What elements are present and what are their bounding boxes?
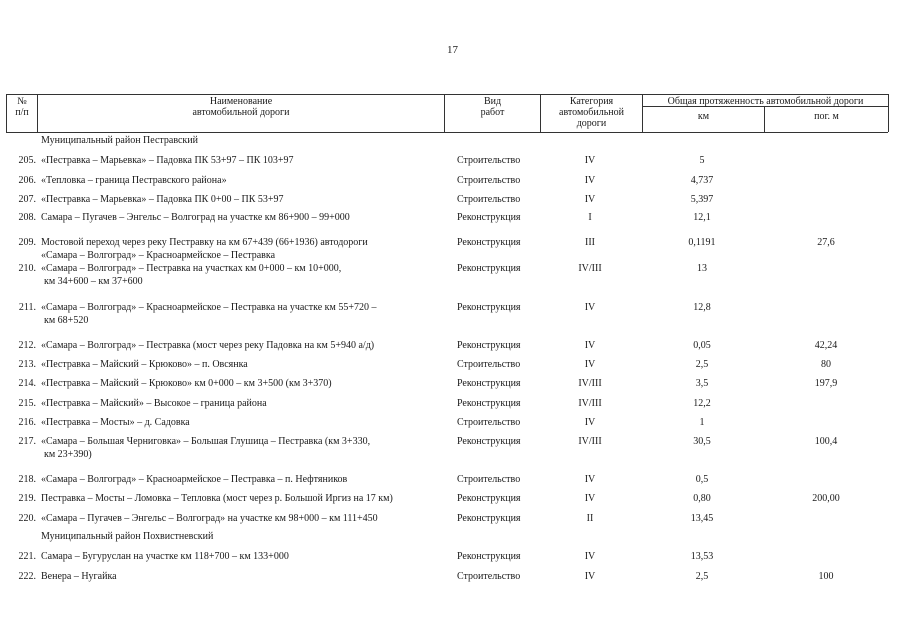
row-number: 207. <box>18 194 36 205</box>
row-work-type: Реконструкция <box>457 513 521 524</box>
row-category: IV <box>584 571 596 582</box>
row-road-name-cont: км 68+520 <box>44 315 89 326</box>
header-cat-line2: автомобильной <box>559 107 624 118</box>
row-number: 221. <box>18 551 36 562</box>
row-road-name: «Пестравка – Майский – Крюково» – п. Овсянка <box>41 359 248 370</box>
row-length-km: 3,5 <box>695 378 709 389</box>
row-road-name: «Пестравка – Майский – Крюково» км 0+000 – км 3+500 (км 3+370) <box>41 378 332 389</box>
row-category: IV <box>584 493 596 504</box>
row-category: IV <box>584 175 596 186</box>
header-cat-line3: дороги <box>576 118 607 129</box>
row-length-m: 200,00 <box>812 493 840 504</box>
row-work-type: Реконструкция <box>457 436 521 447</box>
header-col-length: Общая протяженность автомобильной дороги <box>667 96 864 107</box>
row-category: IV <box>584 194 596 205</box>
row-category: IV <box>584 474 596 485</box>
row-road-name: «Пестравка – Марьевка» – Падовка ПК 0+00 – ПК 53+97 <box>41 194 284 205</box>
row-road-name: «Тепловка – граница Пестравского района» <box>41 175 227 186</box>
row-length-km: 0,1191 <box>688 237 716 248</box>
row-length-km: 12,1 <box>693 212 711 223</box>
row-work-type: Реконструкция <box>457 302 521 313</box>
header-work-line1: Вид <box>483 96 502 107</box>
row-category: IV <box>584 302 596 313</box>
header-cat-line1: Категория <box>569 96 614 107</box>
row-length-km: 30,5 <box>693 436 711 447</box>
row-number: 205. <box>18 155 36 166</box>
row-work-type: Реконструкция <box>457 551 521 562</box>
row-category: IV/III <box>578 398 602 409</box>
row-work-type: Строительство <box>457 194 521 205</box>
row-number: 206. <box>18 175 36 186</box>
row-length-km: 13,45 <box>690 513 714 524</box>
row-length-km: 2,5 <box>695 359 709 370</box>
row-length-km: 12,2 <box>693 398 711 409</box>
row-category: IV/III <box>578 378 602 389</box>
row-category: IV <box>584 551 596 562</box>
row-work-type: Строительство <box>457 417 521 428</box>
row-length-km: 12,8 <box>693 302 711 313</box>
header-name-line2: автомобильной дороги <box>192 107 290 118</box>
header-divider-right <box>888 94 889 132</box>
row-length-km: 13 <box>697 263 707 274</box>
row-number: 216. <box>18 417 36 428</box>
row-number: 212. <box>18 340 36 351</box>
row-length-km: 13,53 <box>690 551 714 562</box>
row-road-name-cont: км 23+390) <box>44 449 92 460</box>
row-length-km: 5,397 <box>690 194 714 205</box>
row-category: III <box>585 237 595 248</box>
row-road-name: Самара – Пугачев – Энгельс – Волгоград на участке км 86+900 – 99+000 <box>41 212 350 223</box>
row-length-km: 0,05 <box>693 340 711 351</box>
row-length-km: 5 <box>699 155 705 166</box>
row-road-name-cont: «Самара – Волгоград» – Красноармейское – Пестравка <box>41 250 276 261</box>
row-category: IV <box>584 417 596 428</box>
row-road-name: «Самара – Волгоград» – Красноармейское – Пестравка на участке км 55+720 – <box>41 302 377 313</box>
row-road-name: «Самара – Большая Черниговка» – Большая Глушица – Пестравка (км 3+330, <box>41 436 371 447</box>
header-col-num <box>7 96 37 118</box>
row-road-name: «Самара – Волгоград» – Красноармейское – Пестравка – п. Нефтяников <box>41 474 348 485</box>
row-road-name: Самара – Бугуруслан на участке км 118+700 – км 133+000 <box>41 551 289 562</box>
row-length-km: 4,737 <box>690 175 714 186</box>
row-number: 219. <box>18 493 36 504</box>
row-road-name-cont: км 34+600 – км 37+600 <box>44 276 143 287</box>
row-number: 208. <box>18 212 36 223</box>
row-road-name: «Пестравка – Майский» – Высокое – граница района <box>41 398 267 409</box>
header-col-km: км <box>697 111 710 122</box>
row-number: 214. <box>18 378 36 389</box>
row-road-name: Пестравка – Мосты – Ломовка – Тепловка (мост через р. Большой Иргиз на 17 км) <box>41 493 393 504</box>
row-length-m: 197,9 <box>814 378 838 389</box>
row-work-type: Реконструкция <box>457 212 521 223</box>
row-work-type: Реконструкция <box>457 398 521 409</box>
row-category: IV <box>584 155 596 166</box>
row-work-type: Реконструкция <box>457 340 521 351</box>
row-category: IV <box>584 340 596 351</box>
row-length-km: 1 <box>699 417 705 428</box>
row-number: 215. <box>18 398 36 409</box>
header-col-category <box>541 96 642 129</box>
page-number: 17 <box>447 44 458 56</box>
row-road-name: «Пестравка – Мосты» – д. Садовка <box>41 417 190 428</box>
row-length-m: 27,6 <box>817 237 835 248</box>
header-col-m: пог. м <box>814 111 839 122</box>
header-work-line2: работ <box>480 107 505 118</box>
row-number: 222. <box>18 571 36 582</box>
row-number: 211. <box>18 302 36 313</box>
row-length-km: 2,5 <box>695 571 709 582</box>
row-work-type: Строительство <box>457 474 521 485</box>
header-col-name <box>38 96 444 118</box>
row-work-type: Реконструкция <box>457 263 521 274</box>
row-length-m: 42,24 <box>814 340 838 351</box>
section-title: Муниципальный район Пестравский <box>41 135 198 146</box>
row-number: 209. <box>18 237 36 248</box>
row-work-type: Реконструкция <box>457 493 521 504</box>
header-col-work <box>445 96 540 118</box>
row-number: 213. <box>18 359 36 370</box>
row-road-name: «Самара – Волгоград» – Пестравка (мост через реку Падовка на км 5+940 а/д) <box>41 340 375 351</box>
row-number: 218. <box>18 474 36 485</box>
row-work-type: Строительство <box>457 571 521 582</box>
row-category: II <box>586 513 594 524</box>
row-number: 220. <box>18 513 36 524</box>
row-work-type: Реконструкция <box>457 237 521 248</box>
header-bottom-border <box>6 132 888 133</box>
row-category: I <box>588 212 592 223</box>
row-road-name: Мостовой переход через реку Пестравку на км 67+439 (66+1936) автодороги <box>41 237 368 248</box>
row-number: 210. <box>18 263 36 274</box>
row-length-km: 0,5 <box>695 474 709 485</box>
row-work-type: Строительство <box>457 155 521 166</box>
row-road-name: «Самара – Пугачев – Энгельс – Волгоград» на участке км 98+000 – км 111+450 <box>41 513 378 524</box>
row-category: IV/III <box>578 436 602 447</box>
row-length-m: 100,4 <box>814 436 838 447</box>
row-length-m: 100 <box>818 571 834 582</box>
row-work-type: Строительство <box>457 175 521 186</box>
header-name-line1: Наименование <box>209 96 273 107</box>
row-road-name: «Самара – Волгоград» – Пестравка на участках км 0+000 – км 10+000, <box>41 263 342 274</box>
row-road-name: Венера – Нугайка <box>41 571 117 582</box>
row-length-m: 80 <box>821 359 831 370</box>
header-top-border <box>6 94 888 95</box>
header-num-line2: п/п <box>15 107 29 118</box>
row-work-type: Строительство <box>457 359 521 370</box>
row-road-name: «Пестравка – Марьевка» – Падовка ПК 53+97 – ПК 103+97 <box>41 155 294 166</box>
header-num-line1: № <box>17 96 27 107</box>
section-title: Муниципальный район Похвистневский <box>41 531 214 542</box>
row-category: IV/III <box>578 263 602 274</box>
row-length-km: 0,80 <box>693 493 711 504</box>
row-work-type: Реконструкция <box>457 378 521 389</box>
row-number: 217. <box>18 436 36 447</box>
row-category: IV <box>584 359 596 370</box>
